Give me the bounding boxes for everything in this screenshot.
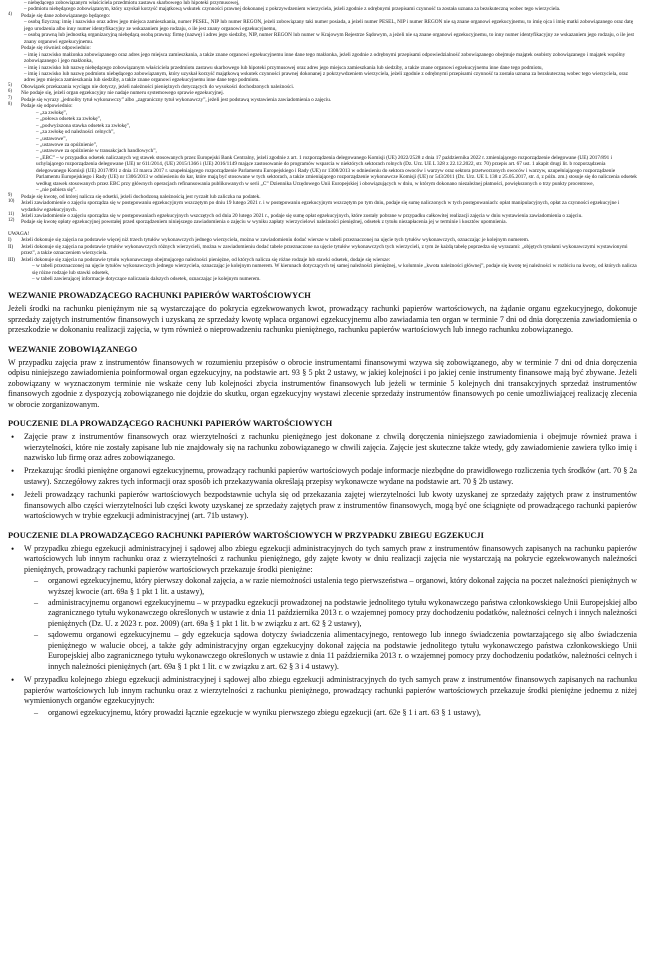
dash-item: – administracyjnemu organowi egzekucyjnemu – w przypadku egzekucji prowadzonej na podstawie jednolitego tytułu wykonawczego państwa członkowskiego Unii Europejskiej albo zagranicznego tytułu wykonawczego określonych w ustawie z dnia 11 października 2013 r. o wzajemnej pomocy przy dochodzeniu podatków, należności celnych i innych należności pieniężnych (Dz. U. z 2023 r. poz. 2009) (art. 69a § 1 pkt 1 lit. b w związku z art. 62 § 2 ustawy),: [24, 598, 637, 629]
footnote-line: – niebędącego zobowiązanym właściciela przedmiotu zastawu skarbowego lub hipoteki przymusowej,: [24, 0, 240, 6]
pouczenie-list: [8, 432, 637, 522]
uwaga-notes: [8, 231, 637, 283]
footnote: [8, 103, 637, 109]
heading-pouczenie-rachunku: POUCZENIE DLA PROWADZĄCEGO RACHUNKI PAPIERÓW WARTOŚCIOWYCH: [8, 419, 333, 429]
footnote-line: – imię i nazwisko lub nazwę niebędącego zobowiązanym właściciela przedmiotu zastawu skarbowego lub hipoteki przymusowej oraz adres jego miejsca zamieszkania lub siedziby, a także znane organowi egzekucyjnemu inne dane tego podmiotu,: [24, 64, 543, 71]
uwaga-item-number: I): [8, 237, 12, 244]
footnote-line: – osobą prawną lub jednostką organizacyjną niebędącą osobą prawną: firmę (nazwę) i adres jego siedziby, NIP, numer REGON lub numer w Krajowym Rejestrze Sądowym, a jeżeli nie są znane organowi egzekucyjnemu, to inny numer identyfikacyjny ze wskazaniem jego rodzaju, o ile jest znany organowi egzekucyjnemu.: [24, 32, 635, 45]
footnote-number: 8): [8, 102, 12, 108]
paragraph-wezwanie-rachunku: Jeżeli środki na rachunku pieniężnym nie są wystarczające do pokrycia egzekwowanych kwot, prowadzący rachunki papierów wartościowych, na żądanie organu egzekucyjnego, dokonuje sprzedaży zajętych instrumentów finansowych i uzyskaną ze sprzedaży kwotę wpłaca organowi egzekucyjnemu albo zawiadamia ten organ w terminie 7 dni od dnia doręczenia zawiadomienia o przeszkodzie w dokonaniu realizacji zajęcia, w tym również o nieprowadzeniu rachunku pieniężnego, rachunku papierów wartościowych lub innego rachunku zobowiązanego.: [8, 304, 637, 335]
heading-wezwanie-rachunku: WEZWANIE PROWADZĄCEGO RACHUNKI PAPIERÓW WARTOŚCIOWYCH: [8, 291, 311, 301]
footnote-text: Obowiązek przekazania wyciągu nie dotyczy, jeżeli należności pieniężnych dotyczących do wysokości dochodzonych należności.: [21, 83, 295, 90]
uwaga-item: [8, 244, 637, 257]
bullet-text: W przypadku kolejnego zbiegu egzekucji administracyjnej i sądowej albo zbiegu egzekucji administracyjnych do tych samych praw z instrumentów finansowych zapisanych na rachunku papierów wartościowych lub innym rachunku oraz z wierzytelności z rachunku pieniężnego, prowadzący rachunki papierów wartościowych przekazuje środki pieniężne jednemu z niżej wymienionych organów egzekucyjnych:: [24, 675, 637, 706]
heading-pouczenie-zbieg: POUCZENIE DLA PROWADZĄCEGO RACHUNKI PAPIERÓW WARTOŚCIOWYCH W PRZYPADKU ZBIEGU EGZEKUCJI: [8, 530, 484, 540]
footnote-text: Podaje się kwotę opłaty egzekucyjnej powstałej przed sporządzeniem niniejszego zawiadomienia o zajęciu w wyniku zapłaty wierzycielowi należności pieniężnej, odsetek z tytułu niezapłacenia jej w terminie i kosztów upomnienia.: [21, 219, 507, 226]
footnote-line: – „ustawowe za opóźnienie”,: [36, 141, 98, 148]
footnote-text: Podaje się odpowiednio:: [21, 103, 73, 110]
dash-list: [24, 576, 637, 672]
uwaga-item-text: Jeżeli dokonuje się zajęcia na podstawie tytułów wykonawczych różnych wierzycieli, można w zawiadomieniu dodać tabele przeznaczone na ujęcie tytułów wykonawczych tych wierzycieli, z tym że każdą tabelę poprzedza się wyrazami: „objętych tytułami wykonawczymi wystawionymi przez”, a także oznaczeniem wierzyciela.: [21, 243, 628, 257]
list-item: • Przekazując środki pieniężne organowi egzekucyjnemu, prowadzący rachunki papierów wartościowych podaje informacje niezbędne do prawidłowego rozliczenia tych środków (art. 70 § 2a ustawy). Szczegółowy zakres tych informacji oraz sposób ich przekazywania określają przepisy wykonawcze wydane na podstawie art. 70 § 2b ustawy.: [8, 466, 637, 487]
paragraph-wezwanie-zobowiazanego: W przypadku zajęcia praw z instrumentów finansowych w rozumieniu przepisów o obrocie instrumentami finansowymi wzywa się zobowiązanego, aby w terminie 7 dni od dnia doręczenia odpisu niniejszego zawiadomienia poinformował organ egzekucyjny, na podstawie art. 93 § 5 pkt 2 ustawy, w jakiej kolejności i po jakiej cenie instrumenty finansowe mają być zbywane. Jeżeli zobowiązany w wyznaczonym terminie nie wskaże ceny lub kolejności zbycia instrumentów finansowych lub jeżeli w terminie 5 kolejnych dni transakcyjnych sprzedaż instrumentów finansowych zgodnie z dyspozycją zobowiązanego nie dojdzie do skutku, organ egzekucyjny wystawi zlecenie sprzedaży instrumentów finansowych po cenie umożliwiającej realizację zlecenia w obrocie zorganizowanym.: [8, 357, 637, 409]
list-item: • Zajęcie praw z instrumentów finansowych oraz wierzytelności z rachunku pieniężnego jest dokonane z chwilą doręczenia niniejszego zawiadomienia i obejmuje również prawa i wierzytelności, które nie zostały zapisane lub nie znajdowały się na rachunku zobowiązanego w chwili zajęcia. Zajęcie jest skuteczne także wtedy, gdy zawiadomienie zawiera tylko imię i nazwisko lub firmę oraz adres zobowiązanego.: [8, 432, 637, 463]
footnote-line: Podaje się również odpowiednio:: [21, 45, 91, 52]
footnote-text: Podaje się wyrazy „jednolity tytuł wykonawczy” albo „zagraniczny tytuł wykonawczy”, jeżeli jest podstawą wystawienia zawiadomienia o zajęciu.: [21, 96, 332, 103]
dash-item: – organowi egzekucyjnemu, który prowadzi łącznie egzekucje w wyniku pierwszego zbiegu egzekucji (art. 62e § 1 i art. 63 § 1 ustawy),: [24, 708, 637, 718]
uwaga-title: UWAGA!: [8, 230, 30, 237]
list-item: [8, 675, 637, 718]
dash-item: – sądowemu organowi egzekucyjnemu – gdy egzekucja sądowa dotyczy świadczenia alimentacyjnego, rentowego lub innego świadczenia powtarzającego się albo świadczenia pieniężnego w walucie obcej, a także gdy administracyjny organ egzekucyjny dokonał zajęcia na podstawie jednolitego tytułu wykonawczego państwa członkowskiego Unii Europejskiej albo zagranicznego tytułu wykonawczego określonych w ustawie z dnia 11 października 2013 r. o wzajemnej pomocy przy dochodzeniu podatków, należności celnych i innych należności pieniężnych (art. 69a § 1 pkt 1 lit. c w związku z art. 62 § 3 i 4 ustawy).: [24, 630, 637, 672]
footnote-number: 10): [8, 199, 15, 205]
bullet-text: W przypadku zbiegu egzekucji administracyjnej i sądowej albo zbiegu egzekucji administracyjnych do tych samych praw z instrumentów finansowych zapisanych na rachunku papierów wartościowych lub innym rachunku oraz z wierzytelności z rachunku pieniężnego, gdy zajęte kwoty w dniu realizacji zajęcia nie wystarczają na pokrycie egzekwowanych należności pieniężnych, prowadzący rachunki papierów wartościowych przekazuje środki pieniężne:: [24, 543, 637, 574]
footnote-number: 9): [8, 192, 12, 198]
footnote-line: – „podwyższona stawka odsetek za zwłokę”,: [36, 122, 131, 129]
footnote: [8, 219, 637, 225]
list-item: [8, 544, 637, 672]
dash-list: [24, 708, 637, 718]
footnote-text: Nie podaje się, jeżeli organ egzekucyjny nie nadaje numeru systemowego sprawie egzekucyjnej.: [21, 90, 224, 97]
uwaga-subitem: – w tabeli przeznaczonej na ujęcie tytułów wykonawczych jednego wierzyciela, oznaczając je kolejnym numerem. W kierunach dotyczących tej samej należności pieniężnej, w kolumnie „kwota należności głównej”, podaje się kwotę tej należności w rozbiciu na kwoty, od których nalicza się różne rodzaje lub stawki odsetek,: [32, 263, 637, 276]
footnote-number: 5): [8, 82, 12, 88]
footnote-text: Jeżeli zawiadomienie o zajęciu sporządza się w postępowaniach egzekucyjnych wszczętych od dnia 20 lutego 2021 r., podaje się sumę opłat egzekucyjnych, które zostały pobrane w przypadku całkowitej realizacji zajęcia w dniu wystawienia zawiadomienia o zajęciu.: [21, 212, 583, 219]
uwaga-item-text: Jeżeli dokonuje się zajęcia na podstawie tytułu wykonawczego obejmującego należności pieniężne, od których nalicza się różne rodzaje lub stawki odsetek, dodaje się wiersze:: [21, 256, 391, 263]
heading-wezwanie-zobowiazanego: WEZWANIE ZOBOWIĄZANEGO: [8, 344, 138, 354]
footnote-line: – „ustawowe za opóźnienie w transakcjach handlowych”,: [36, 148, 157, 155]
uwaga-item-number: II): [8, 243, 14, 250]
uwaga-item-text: Jeżeli dokonuje się zajęcia na podstawie więcej niż trzech tytułów wykonawczych jednego wierzyciela, można w zawiadomieniu dodać wiersze w tabeli przeznaczonej na ujęcie tych tytułów wykonawczych, oznaczając je kolejnym numerem.: [21, 237, 530, 244]
footnote-line: – „ustawowe”,: [36, 135, 67, 142]
footnote-number: 7): [8, 95, 12, 101]
footnote-number: 11): [8, 211, 15, 217]
footnote-line: – imię i nazwisko lub nazwę podmiotu niebędącego zobowiązanym, który uzyskał korzyść majątkową wskutek czynności prawnej dokonanej z pokrzywdzeniem wierzyciela, jeżeli zgodnie z odrębnymi przepisami czynność ta została uznana za bezskuteczną wobec tego wierzyciela, oraz adres jego miejsca zamieszkania lub siedziby, a także znane organowi egzekucyjnemu inne dane tego podmiotu.: [24, 70, 628, 84]
footnote-line: – „za zwłokę od należności celnych”,: [36, 129, 115, 136]
footnote-number: 4): [8, 11, 12, 17]
footnote-line: – „nie pobiera się”.: [36, 187, 77, 194]
document-page: [8, 0, 637, 721]
uwaga-subitem: – w tabeli zawierającej informacje dotyczące naliczania dalszych odsetek, oznaczając je kolejnym numerem.: [32, 276, 261, 283]
footnote-line: – „EBC” – w przypadku odsetek naliczanych wg stawek stosowanych przez Europejski Bank Centralny, jeżeli zgodnie z art. 1 rozporządzenia delegowanego Komisji (UE) 2022/2528 z dnia 17 października 2022 r. zmieniającego rozporządzenie delegowane (UE) 2017/891 i uchylającego rozporządzenia delegowane (UE) nr 611/2014, (UE) 2015/1366 i (UE) 2016/1149 mające zastosowanie do programów wsparcia w niektórych sektorach rolnych (Dz. Urz. UE L 328 z 22.12.2022, str. 70) przepis art. 67 ust. 1 akapit drugi lit. b rozporządzenia delegowanego Komisji (UE) 2017/891 z dnia 13 marca 2017 r. uzupełniającego rozporządzenie Parlamentu Europejskiego i Rady (UE) nr 1308/2013 w odniesieniu do sektora owoców i warzyw oraz sektora przetworzonych owoców i warzyw, uzupełniającego rozporządzenie Parlamentu Europejskiego i Rady (UE) nr 1306/2013 w odniesieniu do kar, które mają być stosowane w tych sektorach, a także zmieniającego rozporządzenie wykonawcze Komisji (UE) nr 543/2011 (Dz. Urz. UE L 138 z 25.05.2017, str. 4, z późn. zm.) stosuje się do naliczenia odsetek według stawek stosowanych przez EBC przy głównych operacjach refinansowania publikowanych w serii „C” Dziennika Urzędowego Unii Europejskiej i obowiązujących w dniu, w którym dokonano niezależnej płatności, powiększonych o trzy punkty procentowe,: [36, 154, 637, 187]
dash-item: – organowi egzekucyjnemu, który pierwszy dokonał zajęcia, a w razie niemożności ustalenia tego pierwszeństwa – organowi, który dokonał zajęcia na poczet należności pieniężnych w wyższej kwocie (art. 69a § 1 pkt 1 lit. a ustawy),: [24, 576, 637, 597]
footnote-line: – „połowa odsetek za zwłokę”,: [36, 116, 102, 123]
footnote-text: Jeżeli zawiadomienie o zajęciu sporządza się w postępowaniu egzekucyjnym wszczętym po dniu 19 lutego 2021 r. i w postępowaniu egzekucyjnym wszczętym po tym dniu, podaje się sumę naliczonych w tych postępowaniach: opłat manipulacyjnych, opłat za czynności egzekucyjne i wydatków egzekucyjnych.: [21, 200, 620, 213]
footnotes: [8, 0, 637, 226]
footnote: [8, 200, 637, 213]
footnote-line: – „za zwłokę”,: [36, 109, 68, 116]
footnote-line: – podmiotu niebędącego zobowiązanym, który uzyskał korzyść majątkową wskutek czynności prawnej dokonanej z pokrzywdzeniem wierzyciela, jeżeli zgodnie z odrębnymi przepisami czynność ta została uznana za bezskuteczną wobec tego wierzyciela.: [24, 6, 561, 13]
footnote-line: – osobą fizyczną: imię i nazwisko oraz adres jego miejsca zamieszkania, numer PESEL, NIP lub numer REGON, jeżeli zobowiązany taki numer posiada, a jeżeli numer PESEL, NIP i numer REGON nie są znane organowi egzekucyjnemu, to imię ojca i imię matki zobowiązanego oraz datę jego urodzenia albo inny numer identyfikacyjny ze wskazaniem jego rodzaju, o ile jest znany organowi egzekucyjnemu,: [24, 19, 634, 32]
footnote-text: Podaje się kwotę, od której nalicza się odsetki, jeżeli dochodzoną należnością jest ryczałt lub zaliczka na podatek.: [21, 193, 261, 200]
footnote-number: 6): [8, 89, 12, 95]
footnote-number: 12): [8, 218, 15, 224]
footnote-text: Podaje się dane zobowiązanego będącego:: [21, 12, 111, 19]
pouczenie-zbieg-list: [8, 544, 637, 718]
uwaga-item-number: III): [8, 256, 15, 263]
list-item: • Jeżeli prowadzący rachunki papierów wartościowych bezpodstawnie uchyla się od przekazania zajętej wierzytelności lub kwoty uzyskanej ze sprzedaży zajętych praw z instrumentów finansowych albo części wierzytelności lub części kwoty uzyskanej ze sprzedaży zajętych praw z instrumentów finansowych, mogą być one ściągnięte od prowadzącego rachunki papierów wartościowych w trybie egzekucji administracyjnej (art. 71b ustawy).: [8, 490, 637, 521]
footnote-line: – imię i nazwisko małżonka zobowiązanego oraz adres jego miejsca zamieszkania, a także znane organowi egzekucyjnemu inne dane tego małżonka, jeżeli zgodnie z odrębnymi przepisami odpowiedzialność zobowiązanego obejmuje majątek osobisty zobowiązanego i majątek wspólny zobowiązanego i jego małżonka,: [24, 51, 626, 65]
